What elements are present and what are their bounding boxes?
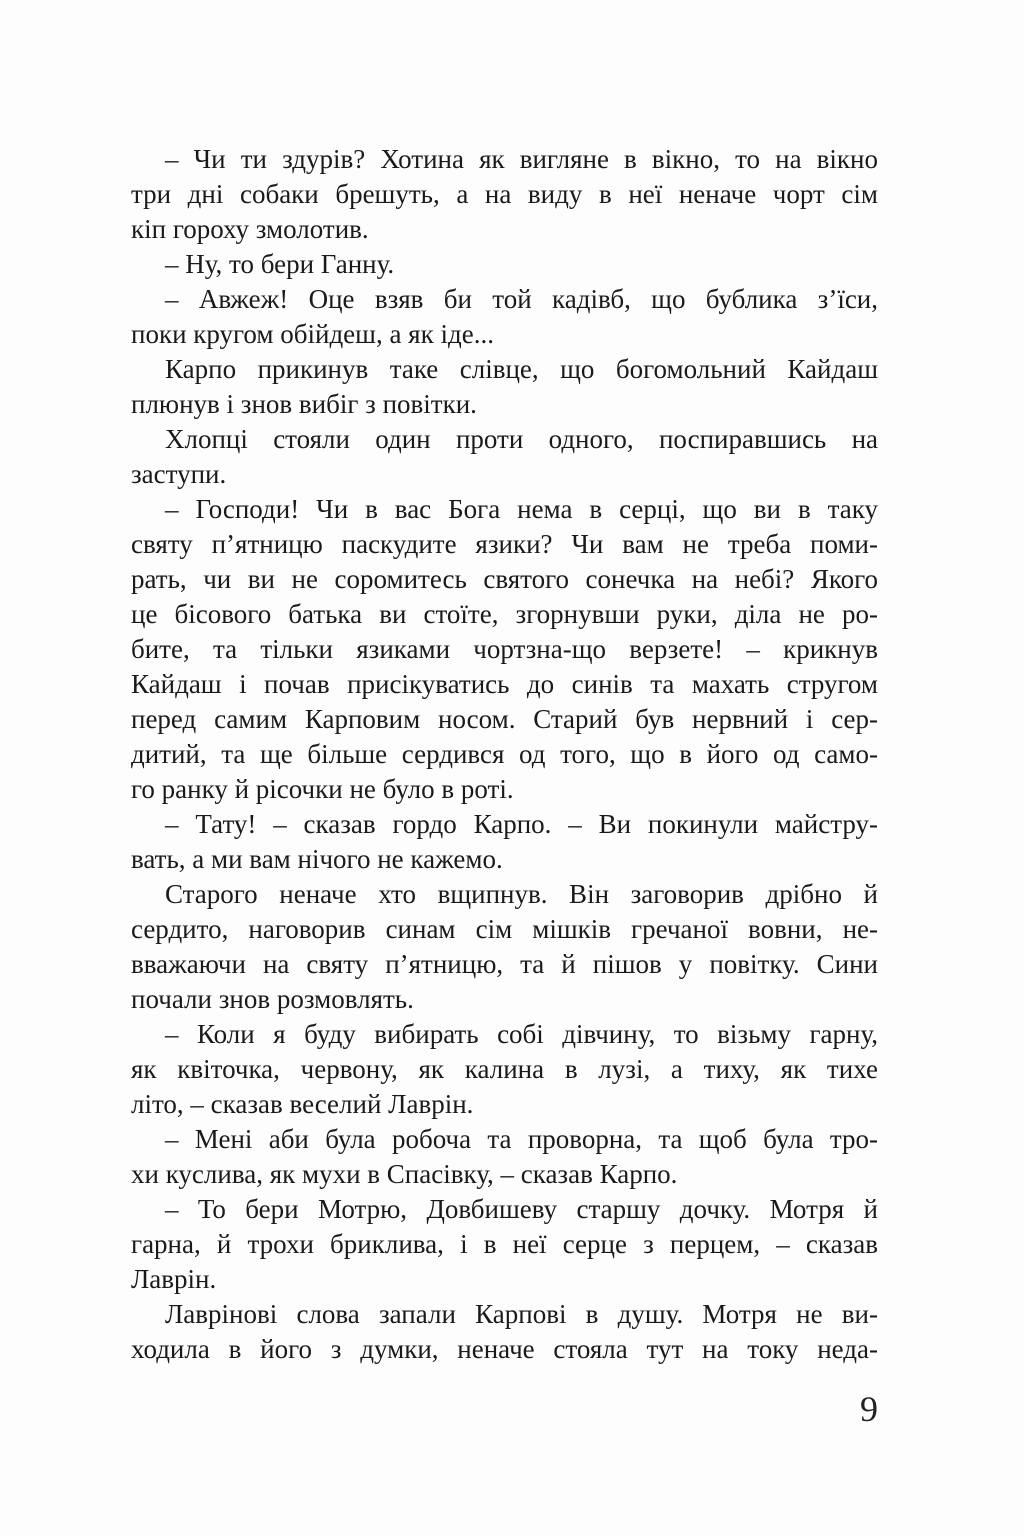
text-line: Карпо прикинув таке слівце, що богомольний Кайдаш [165,354,878,384]
text-line: – Коли я буду вибирать собі дівчину, то візьму гарну, [165,1019,878,1049]
text-line: гарна, й трохи бриклива, і в неї серце з перцем, – сказав [131,1229,878,1259]
text-line: літо, – сказав веселий Лаврін. [131,1089,474,1119]
text-line: бите, та тільки язиками чортзна-що верзете! – крикнув [131,634,878,664]
text-block [131,142,878,1367]
text-line: три дні собаки брешуть, а на виду в неї неначе чорт сім [131,179,878,209]
text-line: поки кругом обійдеш, а як іде... [131,319,494,349]
page-number: 9 [860,1389,878,1429]
text-line: вважаючи на святу п’ятницю, та й пішов у повітку. Сини [131,949,878,979]
text-line: святу п’ятницю паскудите язики? Чи вам не треба поми- [131,529,878,559]
text-line: – Чи ти здурів? Хотина як вигляне в вікно, то на вікно [165,144,878,174]
text-line: хи куслива, як мухи в Спасівку, – сказав Карпо. [131,1159,678,1189]
text-line: Старого неначе хто вщипнув. Він заговорив дрібно й [165,879,878,909]
text-line: заступи. [131,459,227,489]
text-line: кіп гороху змолотив. [131,214,369,244]
text-line: – Ну, то бери Ганну. [165,249,395,279]
text-line: плюнув і знов вибіг з повітки. [131,389,477,419]
text-line: це бісового батька ви стоїте, згорнувши руки, діла не ро- [131,599,878,629]
text-line: перед самим Карповим носом. Старий був нервний і сер- [131,704,878,734]
text-line: – Мені аби була робоча та проворна, та щоб була тро- [165,1124,878,1154]
text-line: – Тату! – сказав гордо Карпо. – Ви покинули майстру- [165,809,878,839]
text-line: го ранку й рісочки не було в роті. [131,774,514,804]
text-line: – То бери Мотрю, Довбишеву старшу дочку. Мотря й [165,1194,878,1224]
text-line: – Авжеж! Оце взяв би той кадівб, що бублика з’їси, [165,284,878,314]
text-line: Лаврін. [131,1264,217,1294]
text-line: Хлопці стояли один проти одного, поспиравшись на [165,424,878,454]
text-line: Кайдаш і почав присікуватись до синів та махать стругом [131,669,878,699]
text-line: – Господи! Чи в вас Бога нема в серці, що ви в таку [165,494,878,524]
text-line: рать, чи ви не соромитесь святого сонечка на небі? Якого [131,564,878,594]
text-line: як квіточка, червону, як калина в лузі, а тиху, як тихе [131,1054,878,1084]
text-line: Лаврінові слова запали Карпові в душу. Мотря не ви- [165,1299,878,1329]
text-line: ходила в його з думки, неначе стояла тут на току неда- [131,1334,878,1364]
text-line: вать, а ми вам нічого не кажемо. [131,844,503,874]
text-line: сердито, наговорив синам сім мішків гречаної вовни, не- [131,914,878,944]
text-line: дитий, та ще більше сердився од того, що в його од само- [131,739,878,769]
text-line: почали знов розмовлять. [131,984,414,1014]
